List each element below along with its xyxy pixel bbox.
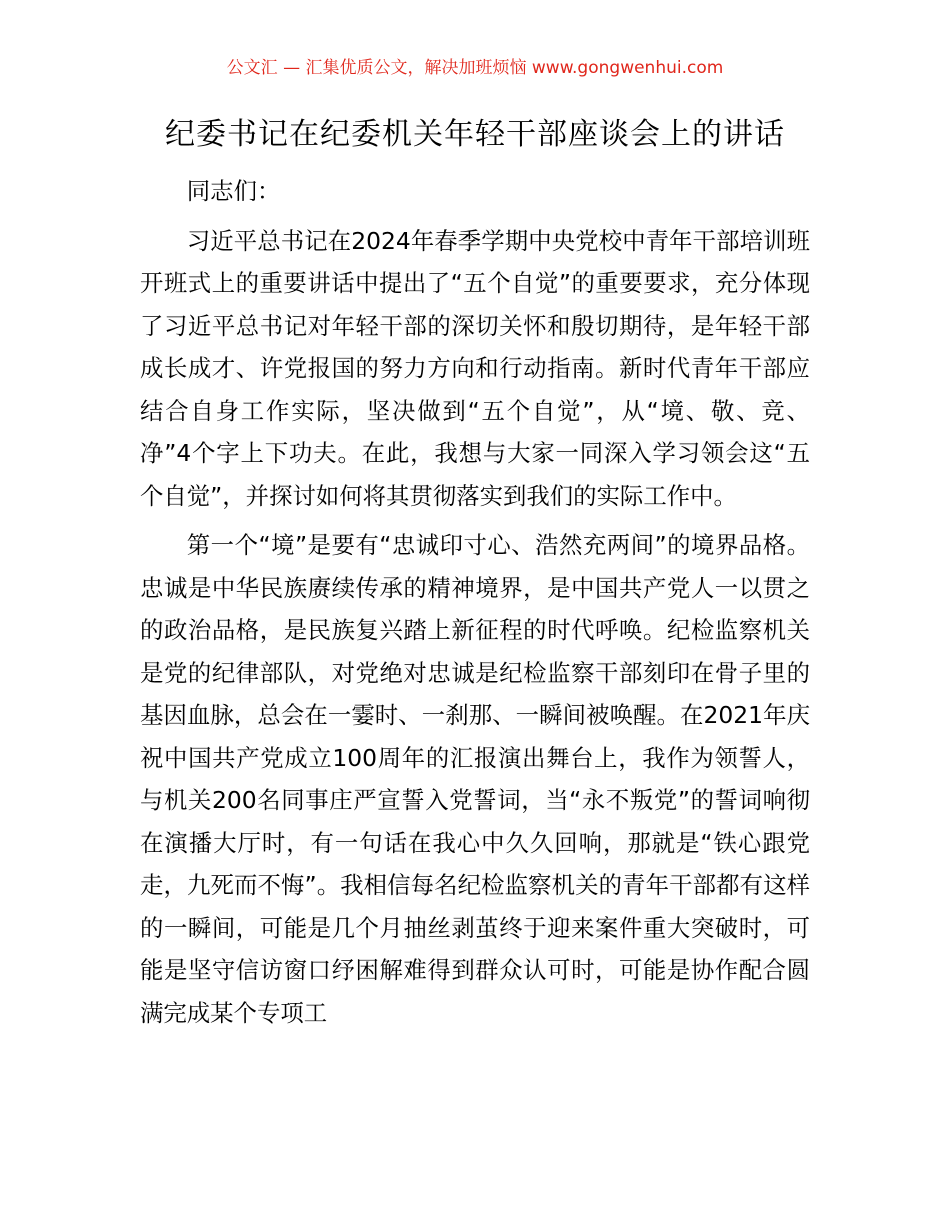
site-header-banner: 公文汇 — 汇集优质公文，解决加班烦恼 www.gongwenhui.com [226, 58, 724, 78]
document-body [140, 170, 810, 1034]
document-title: 纪委书记在纪委机关年轻干部座谈会上的讲话 [165, 117, 785, 152]
salutation: 同志们： [186, 177, 281, 205]
paragraph-first-point: 第一个“境”是要有“忠诚印寸心、浩然充两间”的境界品格。忠诚是中华民族赓续传承的精神境界，是中国共产党人一以贯之的政治品格，是民族复兴踏上新征程的时代呼唤。纪检监察机关是党的纪律部队，对党绝对忠诚是纪检监察干部刻印在骨子里的基因血脉，总会在一霎时、一刹那、一瞬间被唤醒。在2021年庆祝中国共产党成立100周年的汇报演出舞台上，我作为领誓人，与机关200名同事庄严宣誓入党誓词，当“永不叛党”的誓词响彻在演播大厅时，有一句话在我心中久久回响，那就是“铁心跟党走，九死而不悔”。我相信每名纪检监察机关的青年干部都有这样的一瞬间，可能是几个月抽丝剥茧终于迎来案件重大突破时，可能是坚守信访窗口纾困解难得到群众认可时，可能是协作配合圆满完成某个专项工 [140, 531, 810, 1027]
paragraph-intro: 习近平总书记在2024年春季学期中央党校中青年干部培训班开班式上的重要讲话中提出了“五个自觉”的重要要求，充分体现了习近平总书记对年轻干部的深切关怀和殷切期待，是年轻干部成长成才、许党报国的努力方向和行动指南。新时代青年干部应结合自身工作实际，坚决做到“五个自觉”，从“境、敬、竞、净”4个字上下功夫。在此，我想与大家一同深入学习领会这“五个自觉”，并探讨如何将其贯彻落实到我们的实际工作中。 [140, 226, 810, 510]
